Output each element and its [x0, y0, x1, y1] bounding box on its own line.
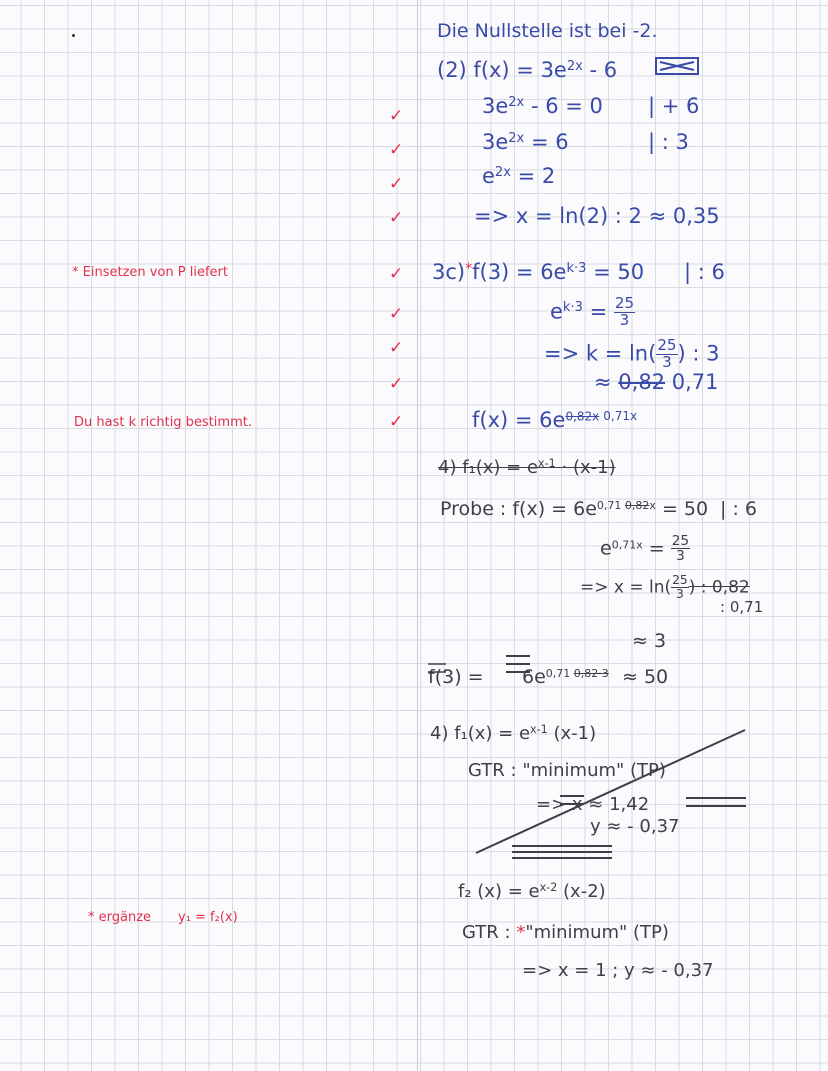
checkmark: ✓ [389, 106, 404, 126]
probe-approx-50: ≈ 50 [622, 666, 669, 688]
part2-result: => x = ln(2) : 2 ≈ 0,35 [474, 204, 720, 228]
checkmark: ✓ [389, 412, 404, 432]
nullstelle-statement: Die Nullstelle ist bei -2. [437, 20, 658, 42]
part3c-operation: | : 6 [684, 260, 725, 284]
part4-gtr-struck: GTR : "minimum" (TP) [468, 760, 666, 781]
checkmark: ✓ [389, 174, 404, 194]
part2-operation-step1: | + 6 [648, 94, 700, 118]
scribble-mark [506, 656, 530, 672]
part4-gtr-final: GTR : *"minimum" (TP) [462, 922, 669, 943]
teacher-note-einsetzen: * Einsetzen von P liefert [72, 265, 228, 280]
probe-operation: | : 6 [720, 498, 757, 520]
part4-f2-function: f₂ $(x) = e^{x-2}$ (x-2) [458, 881, 606, 903]
part2-equation-step2: $3e^{2x} = 6$ [482, 130, 569, 155]
checkmark: ✓ [389, 304, 404, 324]
part4-x-struck: => x ≈ 1,42 [536, 794, 650, 815]
part2-function: (2) $f(x) = 3e^{2x} - 6$ [437, 58, 618, 83]
part2-operation-step2: | : 3 [648, 130, 689, 154]
probe-f3-term: $6e^{0,71 0,82\cdot 3}$ [522, 666, 609, 689]
struck-part4-line: 4) $f_1(x) = e^{x-1} \cdot (x-1)$ [438, 457, 616, 479]
teacher-note-ergaenze: * ergänze [88, 910, 152, 925]
scribble-mark [512, 846, 612, 858]
probe-x-formula: => x = ln( $\frac{25}{3}$ ) : 0,82 [580, 573, 750, 601]
scribble-mark [686, 798, 746, 806]
scribble-mark [428, 664, 446, 672]
checkmark: ✓ [389, 338, 404, 358]
part4-f1-function: 4) $f_1(x) = e^{x-1}$ (x-1) [430, 723, 597, 745]
checkmark: ✓ [389, 208, 404, 228]
probe-x-correction: : 0,71 [720, 598, 764, 616]
checkmark: ✓ [389, 264, 404, 284]
checkmark: ✓ [389, 140, 404, 160]
checkmark: ✓ [389, 374, 404, 394]
part3c-k-value: ≈ 0,82 0,71 [594, 370, 719, 394]
part3c-equation: $3c)^*f(3) = 6e^{k\cdot 3} = 50$ [432, 260, 645, 285]
teacher-note-formula: y₁ = f₂(x) [178, 910, 238, 925]
part2-equation-step1: $3e^{2x} - 6 = 0$ [482, 94, 603, 119]
probe-exponential: $e^{0,71x}$ = $\frac{25}{3}$ [600, 533, 690, 565]
part4-y-struck: y ≈ - 0,37 [590, 816, 680, 837]
part3c-k-formula: => k = ln( $\frac{25}{3}$ ) : 3 [544, 336, 720, 371]
part4-result-final: => x = 1 ; y ≈ - 0,37 [522, 960, 714, 981]
scribble-mark [656, 58, 698, 74]
probe-approx-3: ≈ 3 [632, 630, 667, 652]
teacher-note-k-correct: Du hast k richtig bestimmt. [74, 415, 252, 430]
strike-line [476, 730, 745, 853]
probe-equation: Probe : $f(x) = 6e^{0,71 0,82x} = 50$ [440, 498, 709, 521]
part3c-function-result: $f(x) = 6e^{0,82x}$ $^{0,71x}$ [472, 408, 638, 432]
part3c-exponential: $e^{k\cdot 3}$ = $\frac{25}{3}$ [550, 294, 635, 329]
part2-equation-step3: $e^{2x} = 2$ [482, 164, 556, 189]
scribble-mark [560, 796, 584, 804]
probe-f3: f(3) = [428, 666, 484, 688]
